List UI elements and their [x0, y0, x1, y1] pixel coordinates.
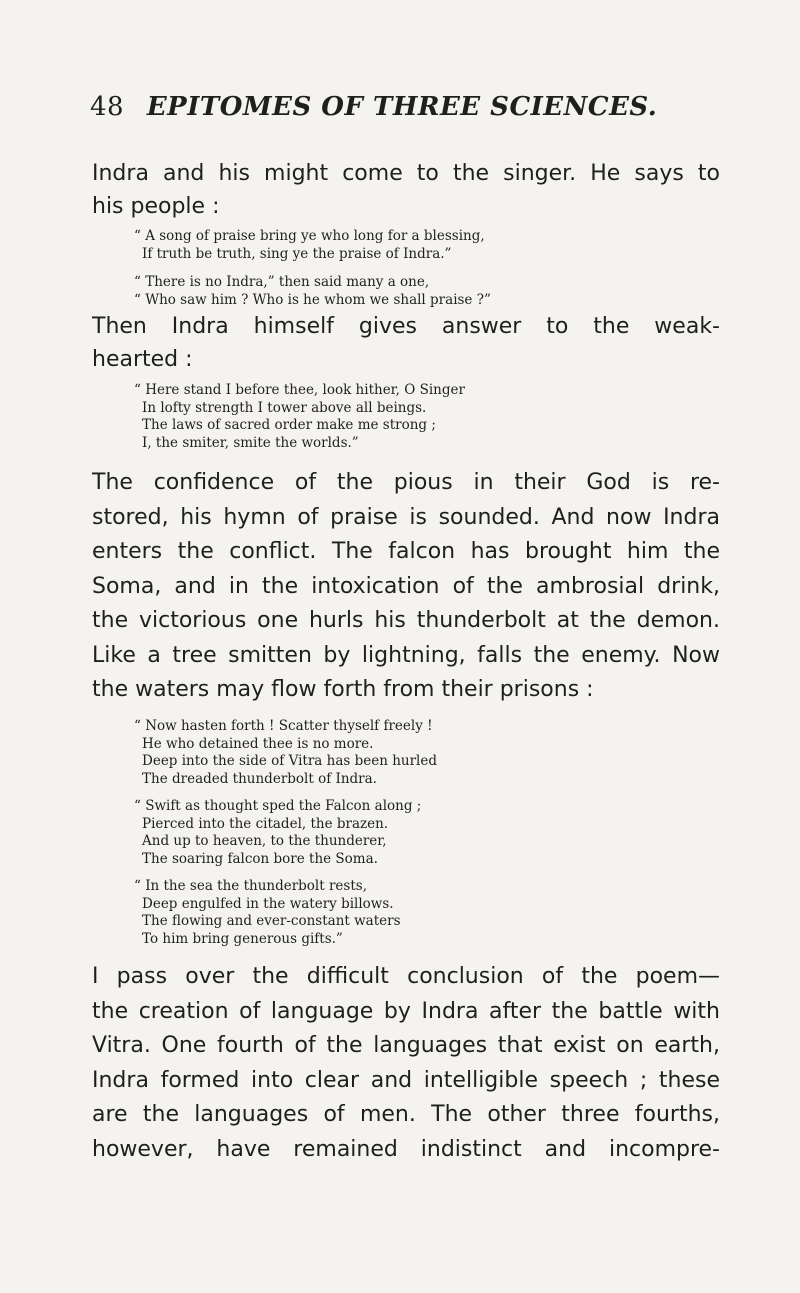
paragraph-2	[92, 310, 720, 376]
text-line: the creation of language by Indra after the battle with	[92, 998, 720, 1024]
verse-line: Pierced into the citadel, the brazen.	[142, 815, 389, 832]
text-line: stored, his hymn of praise is sounded. And now Indra	[92, 504, 720, 530]
verse-stanza-3	[134, 382, 465, 452]
verse-line: “ In the sea the thunderbolt rests,	[134, 878, 367, 894]
running-title: EPITOMES OF THREE SCIENCES.	[146, 92, 658, 122]
verse-line: To him bring generous gifts.”	[142, 930, 343, 947]
text-line: The confidence of the pious in their God is re-	[92, 470, 720, 495]
verse-line: The soaring falcon bore the Soma.	[142, 850, 378, 867]
verse-line: “ Swift as thought sped the Falcon along ;	[134, 798, 422, 814]
verse-line: Deep into the side of Vitra has been hurled	[142, 753, 437, 769]
verse-stanza-4	[134, 718, 437, 788]
verse-line: “ A song of praise bring ye who long for a blessing,	[134, 228, 485, 244]
paragraph-3	[92, 466, 720, 708]
text-line: Then Indra himself gives answer to the weak-	[92, 314, 720, 339]
verse-stanza-1	[134, 228, 485, 263]
verse-line: If truth be truth, sing ye the praise of Indra.”	[142, 245, 452, 262]
text-line: I pass over the difficult conclusion of the poem—	[92, 964, 720, 989]
verse-line: “ Who saw him ? Who is he whom we shall praise ?”	[134, 291, 491, 308]
text-line: Indra and his might come to the singer. He says to	[92, 161, 720, 186]
text-line: Like a tree smitten by lightning, falls the enemy. Now	[92, 642, 720, 668]
paragraph-4	[92, 960, 720, 1167]
text-line: hearted :	[92, 347, 193, 372]
verse-line: The dreaded thunderbolt of Indra.	[142, 770, 377, 787]
text-line: Vitra. One fourth of the languages that exist on earth,	[92, 1033, 720, 1058]
verse-line: He who detained thee is no more.	[142, 735, 374, 752]
verse-line: I, the smiter, smite the worlds.”	[142, 434, 359, 451]
text-line: are the languages of men. The other three fourths,	[92, 1102, 720, 1127]
verse-stanza-6	[134, 878, 401, 948]
verse-line: “ Here stand I before thee, look hither, O Singer	[134, 382, 465, 398]
text-line: his people :	[92, 194, 220, 219]
text-line: Soma, and in the intoxication of the ambrosial drink,	[92, 573, 720, 599]
page-number: 48	[90, 92, 125, 122]
verse-line: The flowing and ever-constant waters	[142, 913, 401, 929]
verse-line: The laws of sacred order make me strong ;	[142, 417, 436, 433]
verse-line: “ Now hasten forth ! Scatter thyself freely !	[134, 718, 433, 734]
text-line: however, have remained indistinct and incompre-	[92, 1136, 720, 1162]
text-line: Indra formed into clear and intelligible speech ; these	[92, 1067, 720, 1093]
running-header	[90, 92, 657, 122]
text-line: enters the conflict. The falcon has brought him the	[92, 539, 720, 564]
verse-line: In lofty strength I tower above all beings.	[142, 399, 427, 416]
paragraph-1	[92, 157, 720, 223]
verse-line: Deep engulfed in the watery billows.	[142, 895, 394, 912]
verse-line: And up to heaven, to the thunderer,	[142, 833, 387, 849]
text-line: the waters may flow forth from their prisons :	[92, 677, 594, 702]
verse-line: “ There is no Indra,” then said many a one,	[134, 274, 430, 290]
text-line: the victorious one hurls his thunderbolt at the demon.	[92, 608, 720, 633]
verse-stanza-2	[134, 274, 491, 309]
verse-stanza-5	[134, 798, 421, 868]
